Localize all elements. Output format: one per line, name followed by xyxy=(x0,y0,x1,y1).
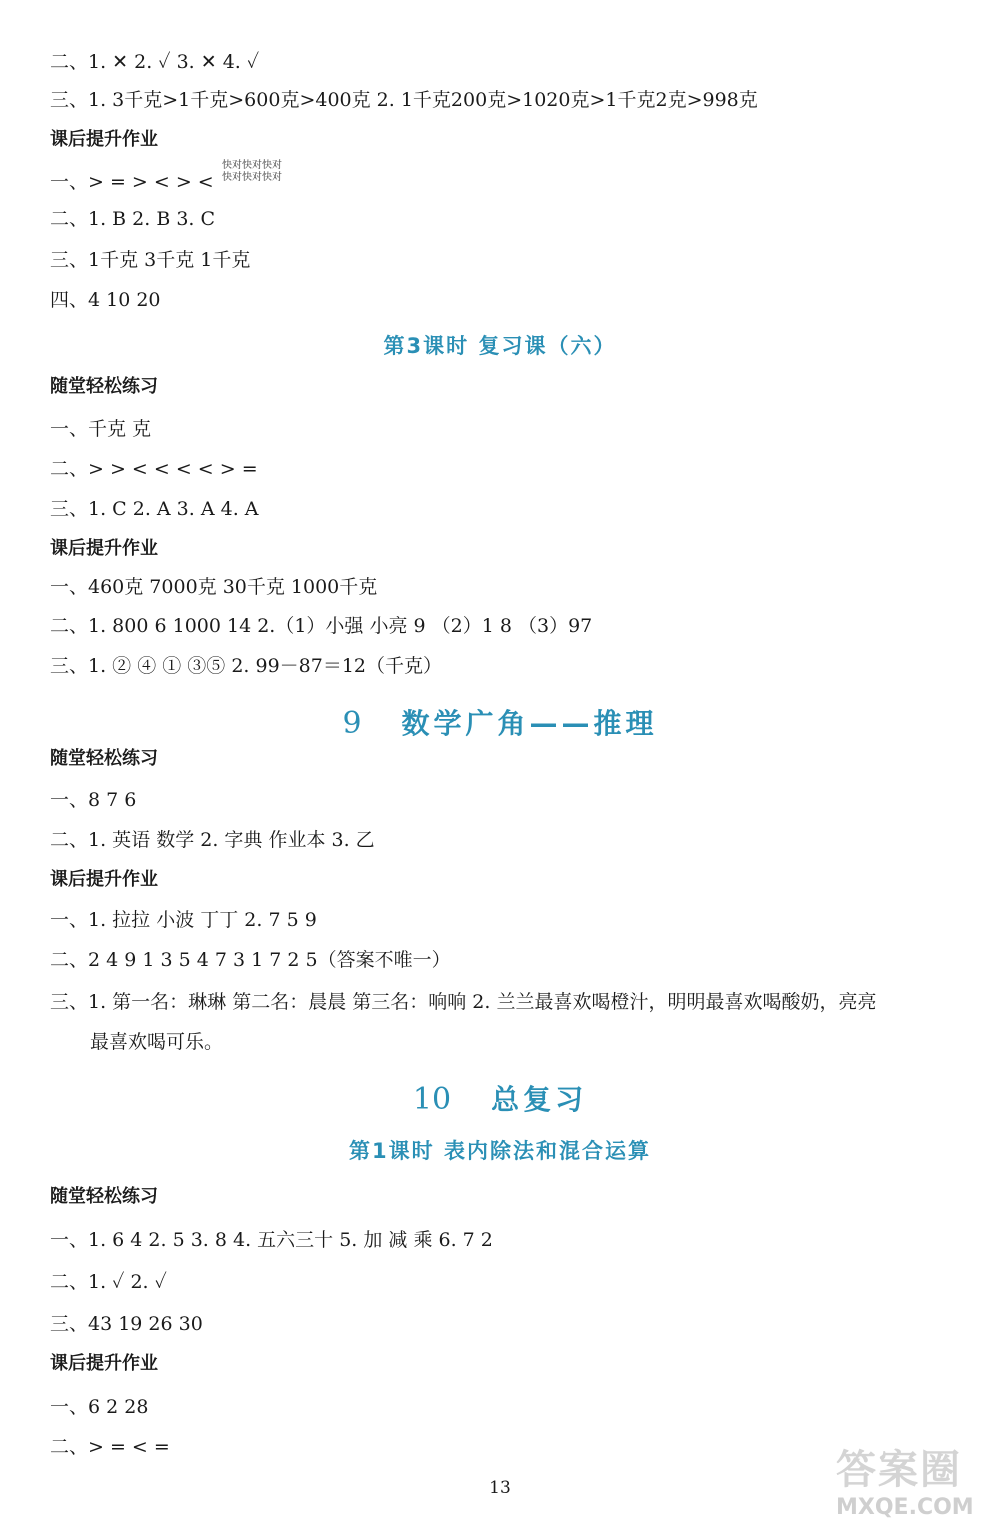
chapter-number: 10 xyxy=(412,1082,452,1117)
section-heading: 课后提升作业 xyxy=(50,129,158,150)
scribble-line: 快对快对快对 xyxy=(222,160,282,171)
answer-line: 一、6 2 28 xyxy=(50,1396,149,1418)
section-heading: 课后提升作业 xyxy=(50,1353,158,1374)
section-heading: 随堂轻松练习 xyxy=(50,1186,158,1207)
lesson-heading: 第3课时 复习课（六） xyxy=(383,334,617,358)
chapter-heading xyxy=(0,702,1000,742)
chapter-heading xyxy=(0,1078,1000,1118)
answer-line: 三、1. ② ④ ① ③⑤ 2. 99－87＝12（千克） xyxy=(50,655,443,677)
answer-line: 一、> = > < > < xyxy=(50,171,214,193)
section-heading: 课后提升作业 xyxy=(50,538,158,559)
chapter-title: 总复习 xyxy=(491,1083,588,1116)
answer-line: 三、43 19 26 30 xyxy=(50,1313,203,1335)
scribble-line: 快对快对快对 xyxy=(222,172,282,183)
section-heading: 随堂轻松练习 xyxy=(50,748,158,769)
watermark-url: MXQE.COM xyxy=(836,1495,974,1520)
section-heading: 课后提升作业 xyxy=(50,869,158,890)
watermark-logo xyxy=(836,1438,986,1520)
answer-line: 二、1. B 2. B 3. C xyxy=(50,208,216,230)
answer-line: 一、1. 拉拉 小波 丁丁 2. 7 5 9 xyxy=(50,909,317,931)
answer-line: 一、千克 克 xyxy=(50,418,152,440)
answer-line: 二、1. ✕ 2. ✓ 3. ✕ 4. ✓ xyxy=(50,51,260,73)
answer-line: 四、4 10 20 xyxy=(50,289,161,311)
chapter-number: 9 xyxy=(342,706,362,741)
handwritten-scribble xyxy=(222,160,282,184)
answer-line: 一、8 7 6 xyxy=(50,789,137,811)
answer-line: 三、1. C 2. A 3. A 4. A xyxy=(50,498,259,520)
answer-line: 二、1. 800 6 1000 14 2.（1）小强 小亮 9 （2）1 8 （3）97 xyxy=(50,615,593,637)
section-heading: 随堂轻松练习 xyxy=(50,376,158,397)
answer-line: 一、460克 7000克 30千克 1000千克 xyxy=(50,576,378,598)
answer-line: 二、> = < = xyxy=(50,1436,170,1458)
watermark-mark: 答案圈 xyxy=(836,1447,962,1493)
answer-line: 三、1. 第一名：琳琳 第二名：晨晨 第三名：响响 2. 兰兰最喜欢喝橙汁，明明最喜欢喝酸奶，亮亮 xyxy=(50,991,877,1013)
answer-line: 二、> > < < < < > = xyxy=(50,458,258,480)
answer-line: 二、2 4 9 1 3 5 4 7 3 1 7 2 5（答案不唯一） xyxy=(50,949,451,971)
answer-line: 二、1. ✓ 2. ✓ xyxy=(50,1271,167,1293)
answer-line: 三、1. 3千克>1千克>600克>400克 2. 1千克200克>1020克>1千克2克>998克 xyxy=(50,89,758,111)
page-number: 13 xyxy=(489,1478,511,1498)
lesson-heading: 第1课时 表内除法和混合运算 xyxy=(349,1139,651,1163)
answer-line-continued: 最喜欢喝可乐。 xyxy=(90,1031,224,1053)
answer-line: 三、1千克 3千克 1千克 xyxy=(50,249,251,271)
answer-line: 二、1. 英语 数学 2. 字典 作业本 3. 乙 xyxy=(50,829,375,851)
answer-line: 一、1. 6 4 2. 5 3. 8 4. 五六三十 5. 加 减 乘 6. 7 2 xyxy=(50,1229,493,1251)
chapter-title: 数学广角——推理 xyxy=(401,707,658,740)
